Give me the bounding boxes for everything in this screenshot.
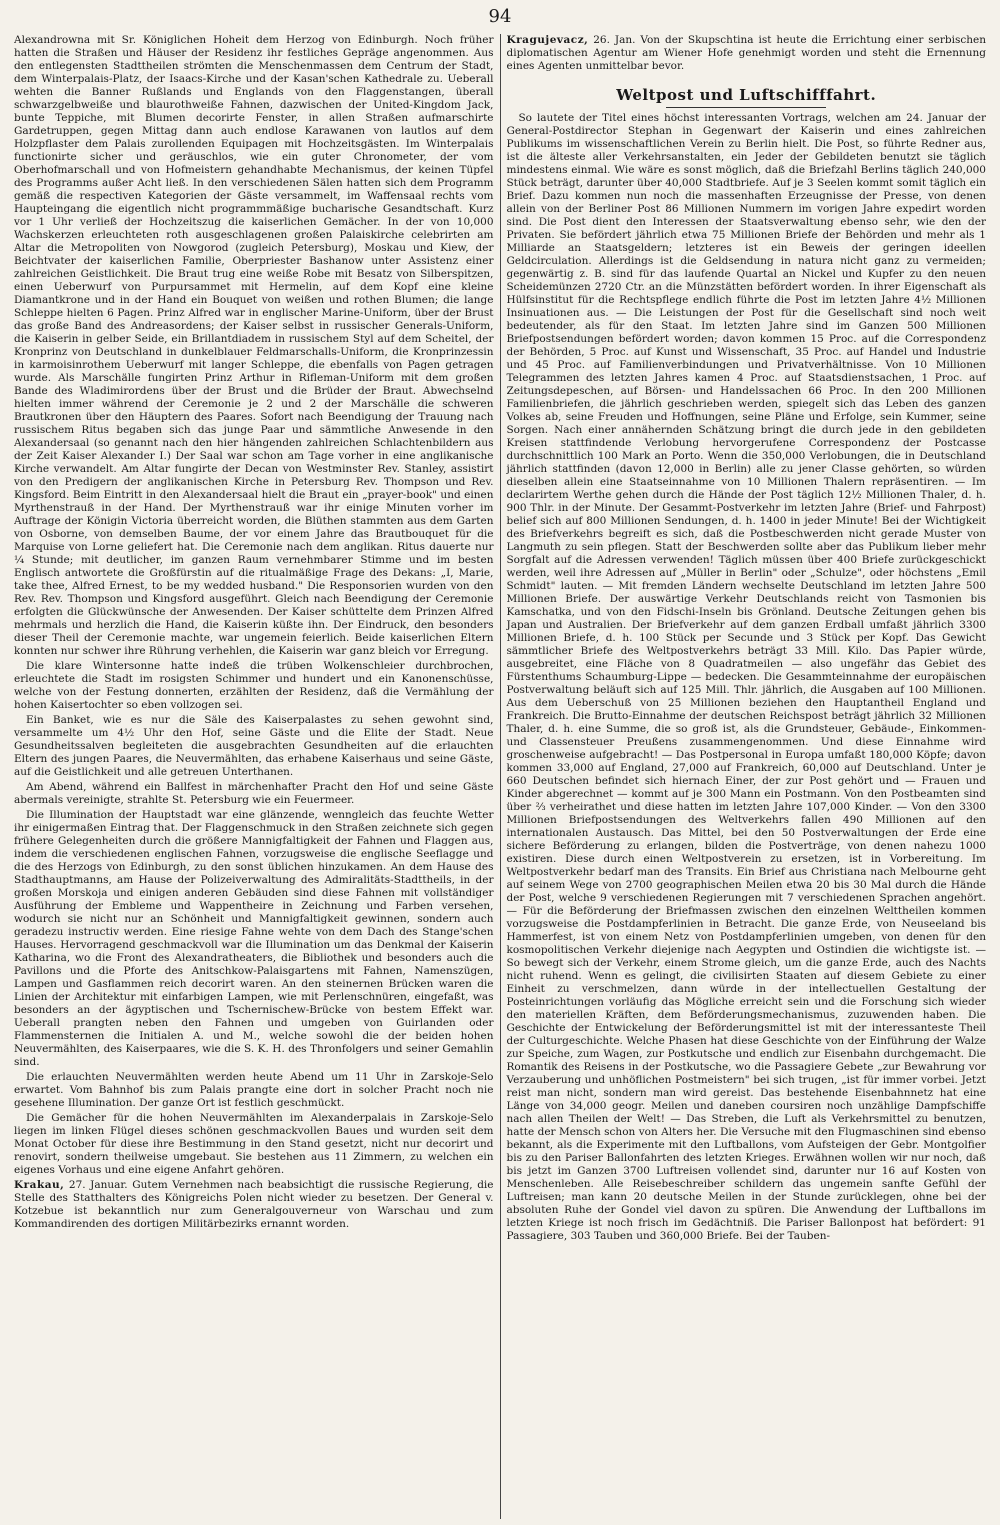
left-column bbox=[14, 34, 494, 1519]
heading-rule bbox=[666, 107, 826, 108]
columns bbox=[14, 34, 986, 1519]
krakau-dateline: Krakau, bbox=[14, 1179, 65, 1191]
paragraph: Am Abend, während ein Ballfest in märchenhafter Pracht den Hof und seine Gäste abermals vereinigte, strahlte St. Petersburg wie ein Feuermeer. bbox=[14, 781, 494, 806]
kragujevac-dateline: Kragujevacz, bbox=[506, 34, 589, 46]
paragraph: Die klare Wintersonne hatte indeß die trüben Wolkenschleier durchbrochen, erleuchtete die Stadt im rosigsten Schimmer und hundert und ein Kanonenschüsse, welche von der Festung donnerten, erzählten der Residenz, daß die Vermählung der hohen Kaisertochter so eben vollzogen sei. bbox=[14, 660, 494, 711]
paragraph: Die erlauchten Neuvermählten werden heute Abend um 11 Uhr in Zarskoje-Selo erwartet. Vom Bahnhof bis zum Palais prangte eine dort in solcher Pracht noch nie gesehene Illumination. Der ganze Ort ist festlich geschmückt. bbox=[14, 1071, 494, 1109]
krakau-article bbox=[14, 1179, 494, 1231]
paragraph: Alexandrowna mit Sr. Königlichen Hoheit dem Herzog von Edinburgh. Noch früher hatten die Straßen und Häuser der Residenz ihr festliches Gepräge angenommen. Aus den entlegensten Stadttheilen strömten die Menschenmassen dem Centrum der Stadt, dem Winterpalais-Platz, der Isaacs-Kirche und der Kasan'schen Kathedrale zu. Ueberall wehten die Banner Rußlands und Englands von den Flaggenstangen, überall schwarzgelbweiße und blaurothweiße Fahnen, dazwischen der United-Kingdom Jack, bunte Teppiche, mit Blumen decorirte Fenster, in allen Straßen aufmarschirte Gardetruppen, gegen Mittag dann auch endlose Karawanen von lautlos auf dem Holzpflaster dem Palais zurollenden Equipagen mit Hochzeitsgästen. Im Winterpalais functionirte sicher und geräuschlos, wie ein guter Chronometer, der vom Oberhofmarschall und von Hofmeistern gehandhabte Mechanismus, der keinen Tüpfel des Programms außer Acht ließ. In den verschiedenen Sälen hatten sich dem Programm gemäß die respectiven Kategorien der Gäste versammelt, im Waffensaal rechts vom Haupteingang die eigentlich nicht programmmäßige bucharische Gesandtschaft. Kurz vor 1 Uhr verließ der Hochzeitszug die kaiserlichen Gemächer. In der von 10,000 Wachskerzen erleuchteten roth ausgeschlagenen großen Palaiskirche celebrirten am Altar die Metropoliten von Nowgorod (zugleich Petersburg), Moskau und Kiew, der Beichtvater der kaiserlichen Familie, Oberpriester Bashanow unter Assistenz einer zahlreichen Geistlichkeit. Die Braut trug eine weiße Robe mit Besatz von Silberspitzen, einen Ueberwurf von Purpursammet mit Hermelin, auf dem Kopf eine kleine Diamantkrone und in der Hand ein Bouquet von weißen und rothen Blumen; die lange Schleppe hielten 6 Pagen. Prinz Alfred war in englischer Marine-Uniform, über der Brust das große Band des Andreasordens; der Kaiser selbst in russischer Generals-Uniform, die Kaiserin in gelber Seide, ein Brillantdiadem in russischem Styl auf dem Scheitel, der Kronprinz von Deutschland in dunkelblauer Feldmarschalls-Uniform, die Kronprinzessin in karmoisinrothem Ueberwurf mit langer Schleppe, die ebenfalls von Pagen getragen wurde. Als Marschälle fungirten Prinz Arthur in Rifleman-Uniform mit dem großen Bande des Wladimirordens über der Brust und die Brüder der Braut. Abwechselnd hielten immer während der Ceremonie je 2 und 2 der Marschälle die schweren Brautkronen über den Häuptern des Paares. Sofort nach Beendigung der Trauung nach russischem Ritus begaben sich das junge Paar und sämmtliche Anwesende in den Alexandersaal (so genannt nach den hier hängenden zahlreichen Schlachtenbildern aus der Zeit Kaiser Alexander I.) Der Saal war schon am Tage vorher in eine anglikanische Kirche verwandelt. Am Altar fungirte der Decan von Westminster Rev. Stanley, assistirt von den Predigern der anglikanischen Kirche in Petersburg Rev. Thompson und Rev. Kingsford. Beim Eintritt in den Alexandersaal hielt die Braut ein „prayer-book" und einen Myrthenstrauß in der Hand. Der Myrthenstrauß war ihr einige Minuten vorher im Auftrage der Königin Victoria überreicht worden, die Blüthen stammten aus dem Garten von Osborne, von demselben Baume, der vor einem Jahre das Brautbouquet für die Marquise von Lorne geliefert hat. Die Ceremonie nach dem anglikan. Ritus dauerte nur ¼ Stunde; mit deutlicher, im ganzen Raum vernehmbarer Stimme und im besten Englisch antwortete die Großfürstin auf die ritualmäßige Frage des Dekans: „I, Marie, take thee, Alfred Ernest, to be my wedded husband." Die Responsorien wurden von den Rev. Rev. Thompson und Kingsford ausgeführt. Gleich nach Beendigung der Ceremonie erfolgten die Glückwünsche der Anwesenden. Der Kaiser schüttelte dem Prinzen Alfred mehrmals und herzlich die Hand, die Kaiserin küßte ihn. Der Eindruck, den besonders dieser Theil der Ceremonie machte, war ungemein feierlich. Beide kaiserlichen Eltern konnten nur schwer ihre Rührung verhehlen, die Kaiserin war ganz bleich vor Erregung. bbox=[14, 34, 494, 657]
paragraph: Ein Banket, wie es nur die Säle des Kaiserpalastes zu sehen gewohnt sind, versammelte um 4½ Uhr den Hof, seine Gäste und die Elite der Stadt. Neue Gesundheitssalven begleiteten die ausgebrachten Gesundheiten auf die erlauchten Eltern des jungen Paares, die Neuvermählten, das erhabene Kaiserhaus und seine Gäste, auf die Geistlichkeit und alle getreuen Unterthanen. bbox=[14, 714, 494, 778]
right-column bbox=[506, 34, 986, 1519]
paragraph: Die Illumination der Hauptstadt war eine glänzende, wenngleich das feuchte Wetter ihr einigermaßen Eintrag that. Der Flaggenschmuck in den Straßen zeichnete sich gegen frühere Gelegenheiten durch die größere Mannigfaltigkeit der Fahnen und Flaggen aus, indem die verschiedenen englischen Fahnen, vorzugsweise die englische Seeflagge und die des Herzogs von Edinburgh, zu den sonst üblichen hinzukamen. An dem Hause des Stadthauptmanns, am Hause der Polizeiverwaltung des Admiralitäts-Stadttheils, in der großen Morskoja und einigen anderen Gebäuden sind diese Fahnen mit vollständiger Ausführung der Embleme und Wappentheire in Zeichnung und Farben versehen, wodurch sie nicht nur an Schönheit und Mannigfaltigkeit gewinnen, sondern auch geradezu instructiv werden. Eine riesige Fahne wehte von dem Dach des Stange'schen Hauses. Hervorragend geschmackvoll war die Illumination um das Denkmal der Kaiserin Katharina, wo die Front des Alexandratheaters, die Bibliothek und besonders auch die Pavillons und die Pforte des Anitschkow-Palaisgartens mit Fahnen, Namenszügen, Lampen und Gasflammen reich decorirt waren. An den steinernen Brücken waren die Linien der Architektur mit einfarbigen Lampen, wie mit Perlenschnüren, eingefaßt, was besonders an der ägyptischen und Tschernischew-Brücke von bestem Effekt war. Ueberall prangten neben den Fahnen und umgeben von Guirlanden oder Flammensternen die Initialen A. und M., welche sowohl die der beiden hohen Neuvermählten, des Kaiserpaares, wie die S. K. H. des Thronfolgers und seiner Gemahlin sind. bbox=[14, 809, 494, 1068]
column-divider bbox=[500, 34, 501, 1519]
paragraph: Die Gemächer für die hohen Neuvermählten im Alexanderpalais in Zarskoje-Selo liegen im linken Flügel dieses schönen geschmackvollen Baues und wurden seit dem Monat October für diese ihre Bestimmung in den Stand gesetzt, nicht nur decorirt und renovirt, sondern theilweise umgebaut. Sie bestehen aus 11 Zimmern, zu welchen ein eigenes Vorhaus und eine eigene Anfahrt gehören. bbox=[14, 1112, 494, 1176]
section-heading: Weltpost und Luftschifffahrt. bbox=[616, 86, 877, 104]
kragujevac-article bbox=[506, 34, 986, 73]
kragujevac-text: 26. Jan. Von der Skupschtina ist heute die Errichtung einer serbischen diplomatischen Agentur am Wiener Hofe genehmigt worden und steht die Ernennung eines Agenten unmittelbar bevor. bbox=[506, 34, 986, 72]
page-number: 94 bbox=[488, 6, 512, 27]
paragraph: So lautete der Titel eines höchst interessanten Vortrags, welchen am 24. Januar der General-Postdirector Stephan in Gegenwart der Kaiserin und eines zahlreichen Publikums im wissenschaftlichen Verein zu Berlin hielt. Die Post, so führte Redner aus, ist die älteste aller Verkehrsanstalten, ein Jeder der Gebildeten benutzt sie täglich mindestens einmal. Wie wäre es sonst möglich, daß die Briefzahl Berlins täglich 240,000 Stück beträgt, darunter über 40,000 Stadtbriefe. Auf je 3 Seelen kommt somit täglich ein Brief. Dazu kommen nun noch die massenhaften Erzeugnisse der Presse, von denen allein von der Berliner Post 86 Millionen Nummern im vorigen Jahre expedirt worden sind. Die Post dient den Interessen der Staatsverwaltung ebenso sehr, wie den der Privaten. Sie befördert jährlich etwa 75 Millionen Briefe der Behörden und mehr als 1 Milliarde an Staatsgeldern; letzteres ist ein Beweis der geringen ideellen Geldcirculation. Allerdings ist die Geldsendung in natura nicht ganz zu vermeiden; gegenwärtig z. B. sind für das laufende Quartal an Nickel und Kupfer zu den neuen Scheidemünzen 2720 Ctr. an die Münzstätten befördert worden. In ihrer Eigenschaft als Hülfsinstitut für die Rechtspflege endlich führte die Post im letzten Jahre 4½ Millionen Insinuationen aus. — Die Leistungen der Post für die Gesellschaft sind noch weit bedeutender, als für den Staat. Im letzten Jahre sind im Ganzen 500 Millionen Briefpostsendungen befördert worden; davon kommen 15 Proc. auf die Correspondenz der Behörden, 5 Proc. auf Kunst und Wissenschaft, 35 Proc. auf Handel und Industrie und 45 Proc. auf Familienverbindungen und Privatverhältnisse. Von 10 Millionen Telegrammen des letzten Jahres kamen 4 Proc. auf Staatsdienstsachen, 1 Proc. auf Zeitungsdepeschen, auf Börsen- und Handelssachen 66 Proc. In den 200 Millionen Familienbriefen, die jährlich geschrieben werden, spiegelt sich das Leben des ganzen Volkes ab, seine Freuden und Hoffnungen, seine Pläne und Erfolge, sein Kummer, seine Sorgen. Nach einer annähernden Schätzung bringt die durch jede in den gebildeten Kreisen stattfindende Verlobung hervorgerufene Correspondenz der Postcasse durchschnittlich 100 Mark an Porto. Wenn die 350,000 Verlobungen, die in Deutschland jährlich stattfinden (davon 12,000 in Berlin) alle zu jener Classe gehörten, so würden dieselben allein eine Staatseinnahme von 10 Millionen Thalern repräsentiren. — Im declarirtem Werthe gehen durch die Hände der Post täglich 12½ Millionen Thaler, d. h. 900 Thlr. in der Minute. Der Gesammt-Postverkehr im letzten Jahre (Brief- und Fahrpost) belief sich auf 800 Millionen Sendungen, d. h. 1400 in jeder Minute! Bei der Wichtigkeit des Briefverkehrs begreift es sich, daß die Postbeschwerden nicht gerade Muster von Langmuth zu sein pflegen. Statt der Beschwerden sollte aber das Publikum lieber mehr Sorgfalt auf die Adressen verwenden! Täglich müssen über 400 Briefe zurückgeschickt werden, weil ihre Adressen auf „Müller in Berlin" oder „Schulze", oder höchstens „Emil Schmidt" lauten. — Mit fremden Ländern wechselte Deutschland im letzten Jahre 500 Millionen Briefe. Der auswärtige Verkehr Deutschlands reicht von Tasmonien bis Kamschatka, und von den Fidschi-Inseln bis Grönland. Deutsche Zeitungen gehen bis Japan und Australien. Der Briefverkehr auf dem ganzen Erdball umfaßt jährlich 3300 Millionen Briefe, d. h. 100 Stück per Secunde und 3 Stück per Kopf. Das Gewicht sämmtlicher Briefe des Weltpostverkehrs beträgt 33 Mill. Kilo. Das Papier würde, ausgebreitet, eine Fläche von 8 Quadratmeilen — also ungefähr das Gebiet des Fürstenthums Schaumburg-Lippe — bedecken. Die Gesammteinnahme der europäischen Postverwaltung beläuft sich auf 125 Mill. Thlr. jährlich, die Ausgaben auf 100 Millionen. Aus dem Ueberschuß von 25 Millionen beziehen den Hauptantheil England und Frankreich. Die Brutto-Einnahme der deutschen Reichspost beträgt jährlich 32 Millionen Thaler, d. h. eine Summe, die so groß ist, als die Grundsteuer, Gebäude-, Einkommen- und Classensteuer Preußens zusammengenommen. Und diese Einnahme wird groschenweise aufgebracht! — Das Postpersonal in Europa umfaßt 180,000 Köpfe; davon kommen 33,000 auf England, 27,000 auf Frankreich, 60,000 auf Deutschland. Unter je 660 Deutschen befindet sich hiernach Einer, der zur Post gehört und — Frauen und Kinder abgerechnet — kommt auf je 300 Mann ein Postmann. Von den Postbeamten sind über ⅔ verheirathet und diese hatten im letzten Jahre 107,000 Kinder. — Von den 3300 Millionen Briefpostsendungen des Weltverkehrs fallen 490 Millionen auf den internationalen Austausch. Das Mittel, bei den 50 Postverwaltungen der Erde eine sichere Beförderung zu erlangen, bilden die Postverträge, von denen nahezu 1000 existiren. Diese durch einen Weltpostverein zu ersetzen, ist in Vorbereitung. Im Weltpostverkehr bedarf man des Transits. Ein Brief aus Christiana nach Melbourne geht auf seinem Wege von 2700 geographischen Meilen etwa 20 bis 30 Mal durch die Hände der Post, welche 9 verschiedenen Regierungen mit 7 verschiedenen Sprachen angehört. — Für die Beförderung der Briefmassen zwischen den einzelnen Welttheilen kommen vorzugsweise die Postdampferlinien in Betracht. Die ganze Erde, von Neuseeland bis Hammerfest, ist von einem Netz von Postdampferlinien umgeben, von denen für den kosmopolitischen Verkehr diejenige nach Aegypten und Ostindien die wichtigste ist. — So bewegt sich der Verkehr, einem Strome gleich, um die ganze Erde, auch des Nachts nicht ruhend. Wenn es gelingt, die civilisirten Staaten auf diesem Gebiete zu einer Einheit zu verschmelzen, dann würde in der intellectuellen Gestaltung der Posteinrichtungen vorläufig das Mögliche erreicht sein und die Forschung sich wieder den materiellen Kräften, dem Beförderungsmechanismus, zuzuwenden haben. Die Geschichte der Entwickelung der Beförderungsmittel ist mit der interessanteste Theil der Culturgeschichte. Welche Phasen hat diese Geschichte von der Einführung der Walze zur Speiche, zum Wagen, zur Postkutsche und endlich zur Eisenbahn durchgemacht. Die Romantik des Reisens in der Postkutsche, wo die Passagiere Gebete „zur Bewahrung vor Verzauberung und unhöflichen Postmeistern" bei sich trugen, „ist für immer vorbei. Jetzt reist man nicht, sondern man wird gereist. Das bestehende Eisenbahnnetz hat eine Länge von 34,000 geogr. Meilen und daneben coursiren noch unzählige Dampfschiffe nach allen Theilen der Welt! — Das Streben, die Luft als Verkehrsmittel zu benutzen, hatte der Mensch schon von Alters her. Die Versuche mit den Flugmaschinen sind ebenso bekannt, als die Experimente mit den Luftballons, vom Aufsteigen der Gebr. Montgolfier bis zu den Pariser Ballonfahrten des letzten Krieges. Erwähnen wollen wir nur noch, daß bis jetzt im Ganzen 3700 Luftreisen vollendet sind, darunter nur 16 auf Kosten von Menschenleben. Alle Reisebeschreiber schildern das ungemein sanfte Gefühl der Luftreisen; man kann 20 deutsche Meilen in der Stunde zurücklegen, ohne bei der absoluten Ruhe der Gondel viel davon zu spüren. Die Anwendung der Luftballons im letzten Kriege ist noch frisch im Gedächtniß. Die Pariser Ballonpost hat befördert: 91 Passagiere, 303 Tauben und 360,000 Briefe. Bei der Tauben- bbox=[506, 112, 986, 1242]
krakau-text: 27. Januar. Gutem Vernehmen nach beabsichtigt die russische Regierung, die Stelle des Statthalters des Königreichs Polen nicht wieder zu besetzen. Der General v. Kotzebue ist bekanntlich nur zum Generalgouverneur von Warschau und zum Kommandirenden des dortigen Militärbezirks ernannt worden. bbox=[14, 1179, 494, 1230]
